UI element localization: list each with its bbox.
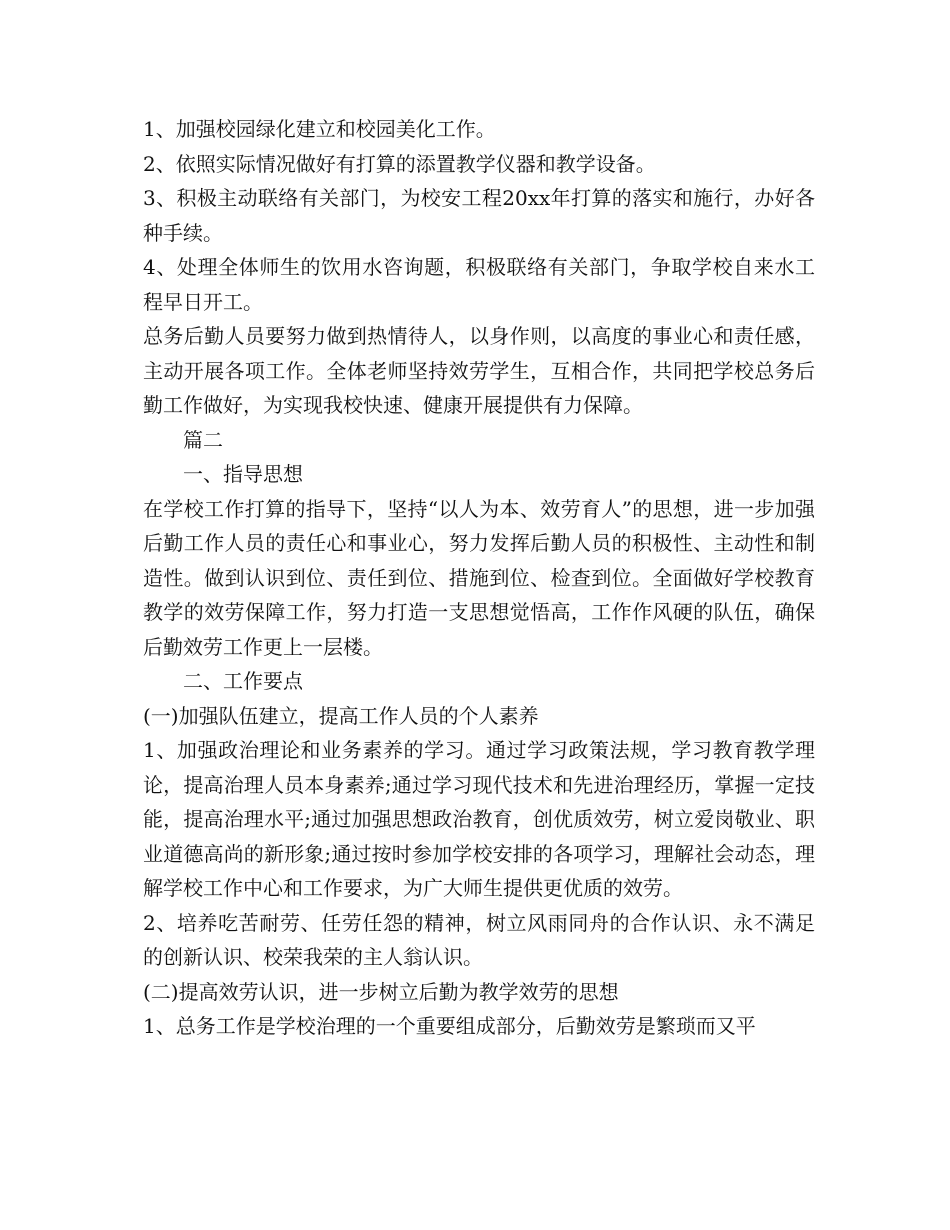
section-heading: 二、工作要点 xyxy=(183,669,303,693)
paragraph: 1、加强校园绿化建立和校园美化工作。 xyxy=(143,117,496,141)
paragraph: (二)提高效劳认识，进一步树立后勤为教学效劳的思想 xyxy=(143,979,619,1004)
paragraph: 总务后勤人员要努力做到热情待人，以身作则，以高度的事业心和责任感，主动开展各项工作。全体老师坚持效劳学生，互相合作，共同把学校总务后勤工作做好，为实现我校快速、健康开展提供有力保障。 xyxy=(143,324,815,417)
section-heading: 一、指导思想 xyxy=(183,462,303,486)
paragraph: (一)加强队伍建立，提高工作人员的个人素养 xyxy=(143,703,539,728)
paragraph: 1、总务工作是学校治理的一个重要组成部分，后勤效劳是繁琐而又平 xyxy=(143,1014,756,1038)
paragraph: 2、培养吃苦耐劳、任劳任怨的精神，树立风雨同舟的合作认识、永不满足的创新认识、校荣我荣的主人翁认识。 xyxy=(143,910,815,969)
paragraph: 4、处理全体师生的饮用水咨询题，积极联络有关部门，争取学校自来水工程早日开工。 xyxy=(143,255,815,314)
paragraph: 2、依照实际情况做好有打算的添置教学仪器和教学设备。 xyxy=(143,151,656,176)
document-body xyxy=(143,112,815,1044)
paragraph: 在学校工作打算的指导下，坚持“以人为本、效劳育人”的思想，进一步加强后勤工作人员的责任心和事业心，努力发挥后勤人员的积极性、主动性和制造性。做到认识到位、责任到位、措施到位、检查到位。全面做好学校教育教学的效劳保障工作，努力打造一支思想觉悟高，工作作风硬的队伍，确保后勤效劳工作更上一层楼。 xyxy=(143,496,815,659)
section-heading: 篇二 xyxy=(183,427,223,452)
paragraph: 1、加强政治理论和业务素养的学习。通过学习政策法规，学习教育教学理论，提高治理人员本身素养;通过学习现代技术和先进治理经历，掌握一定技能，提高治理水平;通过加强思想政治教育，创优质效劳，树立爱岗敬业、职业道德高尚的新形象;通过按时参加学校安排的各项学习，理解社会动态，理解学校工作中心和工作要求，为广大师生提供更优质的效劳。 xyxy=(143,738,815,900)
paragraph: 3、积极主动联络有关部门，为校安工程20xx年打算的落实和施行，办好各种手续。 xyxy=(143,186,815,245)
